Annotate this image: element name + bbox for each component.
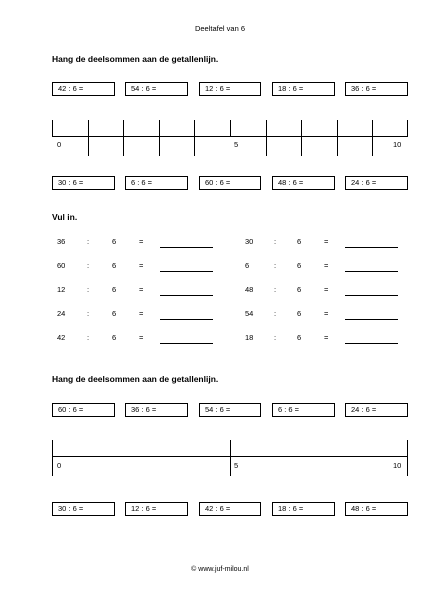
division-divisor: 6 xyxy=(112,237,117,246)
division-box: 48 : 6 = xyxy=(345,502,408,516)
division-dividend: 12 xyxy=(57,285,66,294)
number-line-label-mid: 5 xyxy=(234,140,239,149)
division-divisor: 6 xyxy=(112,261,117,270)
division-divisor: 6 xyxy=(297,237,302,246)
division-operator: : xyxy=(87,237,90,246)
division-dividend: 36 xyxy=(57,237,66,246)
number-line xyxy=(52,440,408,476)
division-box: 30 : 6 = xyxy=(52,502,115,516)
division-box: 42 : 6 = xyxy=(199,502,261,516)
division-box: 12 : 6 = xyxy=(199,82,261,96)
division-box: 30 : 6 = xyxy=(52,176,115,190)
division-operator: : xyxy=(87,333,90,342)
number-line-label-start: 0 xyxy=(57,140,62,149)
answer-blank[interactable] xyxy=(345,247,398,248)
division-operator: : xyxy=(274,237,277,246)
division-dividend: 60 xyxy=(57,261,66,270)
equals-sign: = xyxy=(324,309,329,318)
division-dividend: 42 xyxy=(57,333,66,342)
equals-sign: = xyxy=(139,333,144,342)
answer-blank[interactable] xyxy=(345,319,398,320)
equals-sign: = xyxy=(139,261,144,270)
equals-sign: = xyxy=(139,237,144,246)
division-box: 54 : 6 = xyxy=(199,403,261,417)
division-box: 54 : 6 = xyxy=(125,82,188,96)
footer-copyright: © www.juf-milou.nl xyxy=(191,566,249,573)
division-divisor: 6 xyxy=(112,333,117,342)
answer-blank[interactable] xyxy=(160,295,213,296)
division-box: 6 : 6 = xyxy=(125,176,188,190)
division-box: 18 : 6 = xyxy=(272,82,335,96)
division-divisor: 6 xyxy=(297,261,302,270)
division-box: 48 : 6 = xyxy=(272,176,335,190)
number-line xyxy=(52,120,408,156)
division-box: 6 : 6 = xyxy=(272,403,335,417)
division-box: 36 : 6 = xyxy=(345,82,408,96)
division-operator: : xyxy=(274,285,277,294)
division-operator: : xyxy=(274,261,277,270)
number-line-label-end: 10 xyxy=(393,140,402,149)
division-box: 36 : 6 = xyxy=(125,403,188,417)
division-divisor: 6 xyxy=(112,309,117,318)
page-title: Deeltafel van 6 xyxy=(194,24,246,33)
section1-heading: Hang de deelsommen aan de getallenlijn. xyxy=(52,54,219,64)
division-divisor: 6 xyxy=(297,285,302,294)
division-box: 18 : 6 = xyxy=(272,502,335,516)
division-dividend: 24 xyxy=(57,309,66,318)
equals-sign: = xyxy=(139,309,144,318)
division-operator: : xyxy=(274,309,277,318)
equals-sign: = xyxy=(324,333,329,342)
answer-blank[interactable] xyxy=(160,247,213,248)
number-line-label-start: 0 xyxy=(57,461,62,470)
equals-sign: = xyxy=(324,285,329,294)
division-box: 24 : 6 = xyxy=(345,403,408,417)
division-divisor: 6 xyxy=(297,309,302,318)
division-dividend: 54 xyxy=(245,309,254,318)
equals-sign: = xyxy=(139,285,144,294)
answer-blank[interactable] xyxy=(345,295,398,296)
division-dividend: 6 xyxy=(245,261,250,270)
section2-heading: Vul in. xyxy=(52,212,78,222)
number-line-label-mid: 5 xyxy=(234,461,239,470)
answer-blank[interactable] xyxy=(160,343,213,344)
division-operator: : xyxy=(87,309,90,318)
division-operator: : xyxy=(87,285,90,294)
answer-blank[interactable] xyxy=(345,343,398,344)
division-box: 60 : 6 = xyxy=(199,176,261,190)
division-divisor: 6 xyxy=(112,285,117,294)
division-divisor: 6 xyxy=(297,333,302,342)
division-operator: : xyxy=(274,333,277,342)
number-line-label-end: 10 xyxy=(393,461,402,470)
division-box: 24 : 6 = xyxy=(345,176,408,190)
answer-blank[interactable] xyxy=(160,319,213,320)
division-dividend: 18 xyxy=(245,333,254,342)
answer-blank[interactable] xyxy=(345,271,398,272)
division-dividend: 48 xyxy=(245,285,254,294)
division-box: 42 : 6 = xyxy=(52,82,115,96)
section3-heading: Hang de deelsommen aan de getallenlijn. xyxy=(52,374,219,384)
division-dividend: 30 xyxy=(245,237,254,246)
division-box: 12 : 6 = xyxy=(125,502,188,516)
equals-sign: = xyxy=(324,237,329,246)
division-operator: : xyxy=(87,261,90,270)
division-box: 60 : 6 = xyxy=(52,403,115,417)
answer-blank[interactable] xyxy=(160,271,213,272)
equals-sign: = xyxy=(324,261,329,270)
